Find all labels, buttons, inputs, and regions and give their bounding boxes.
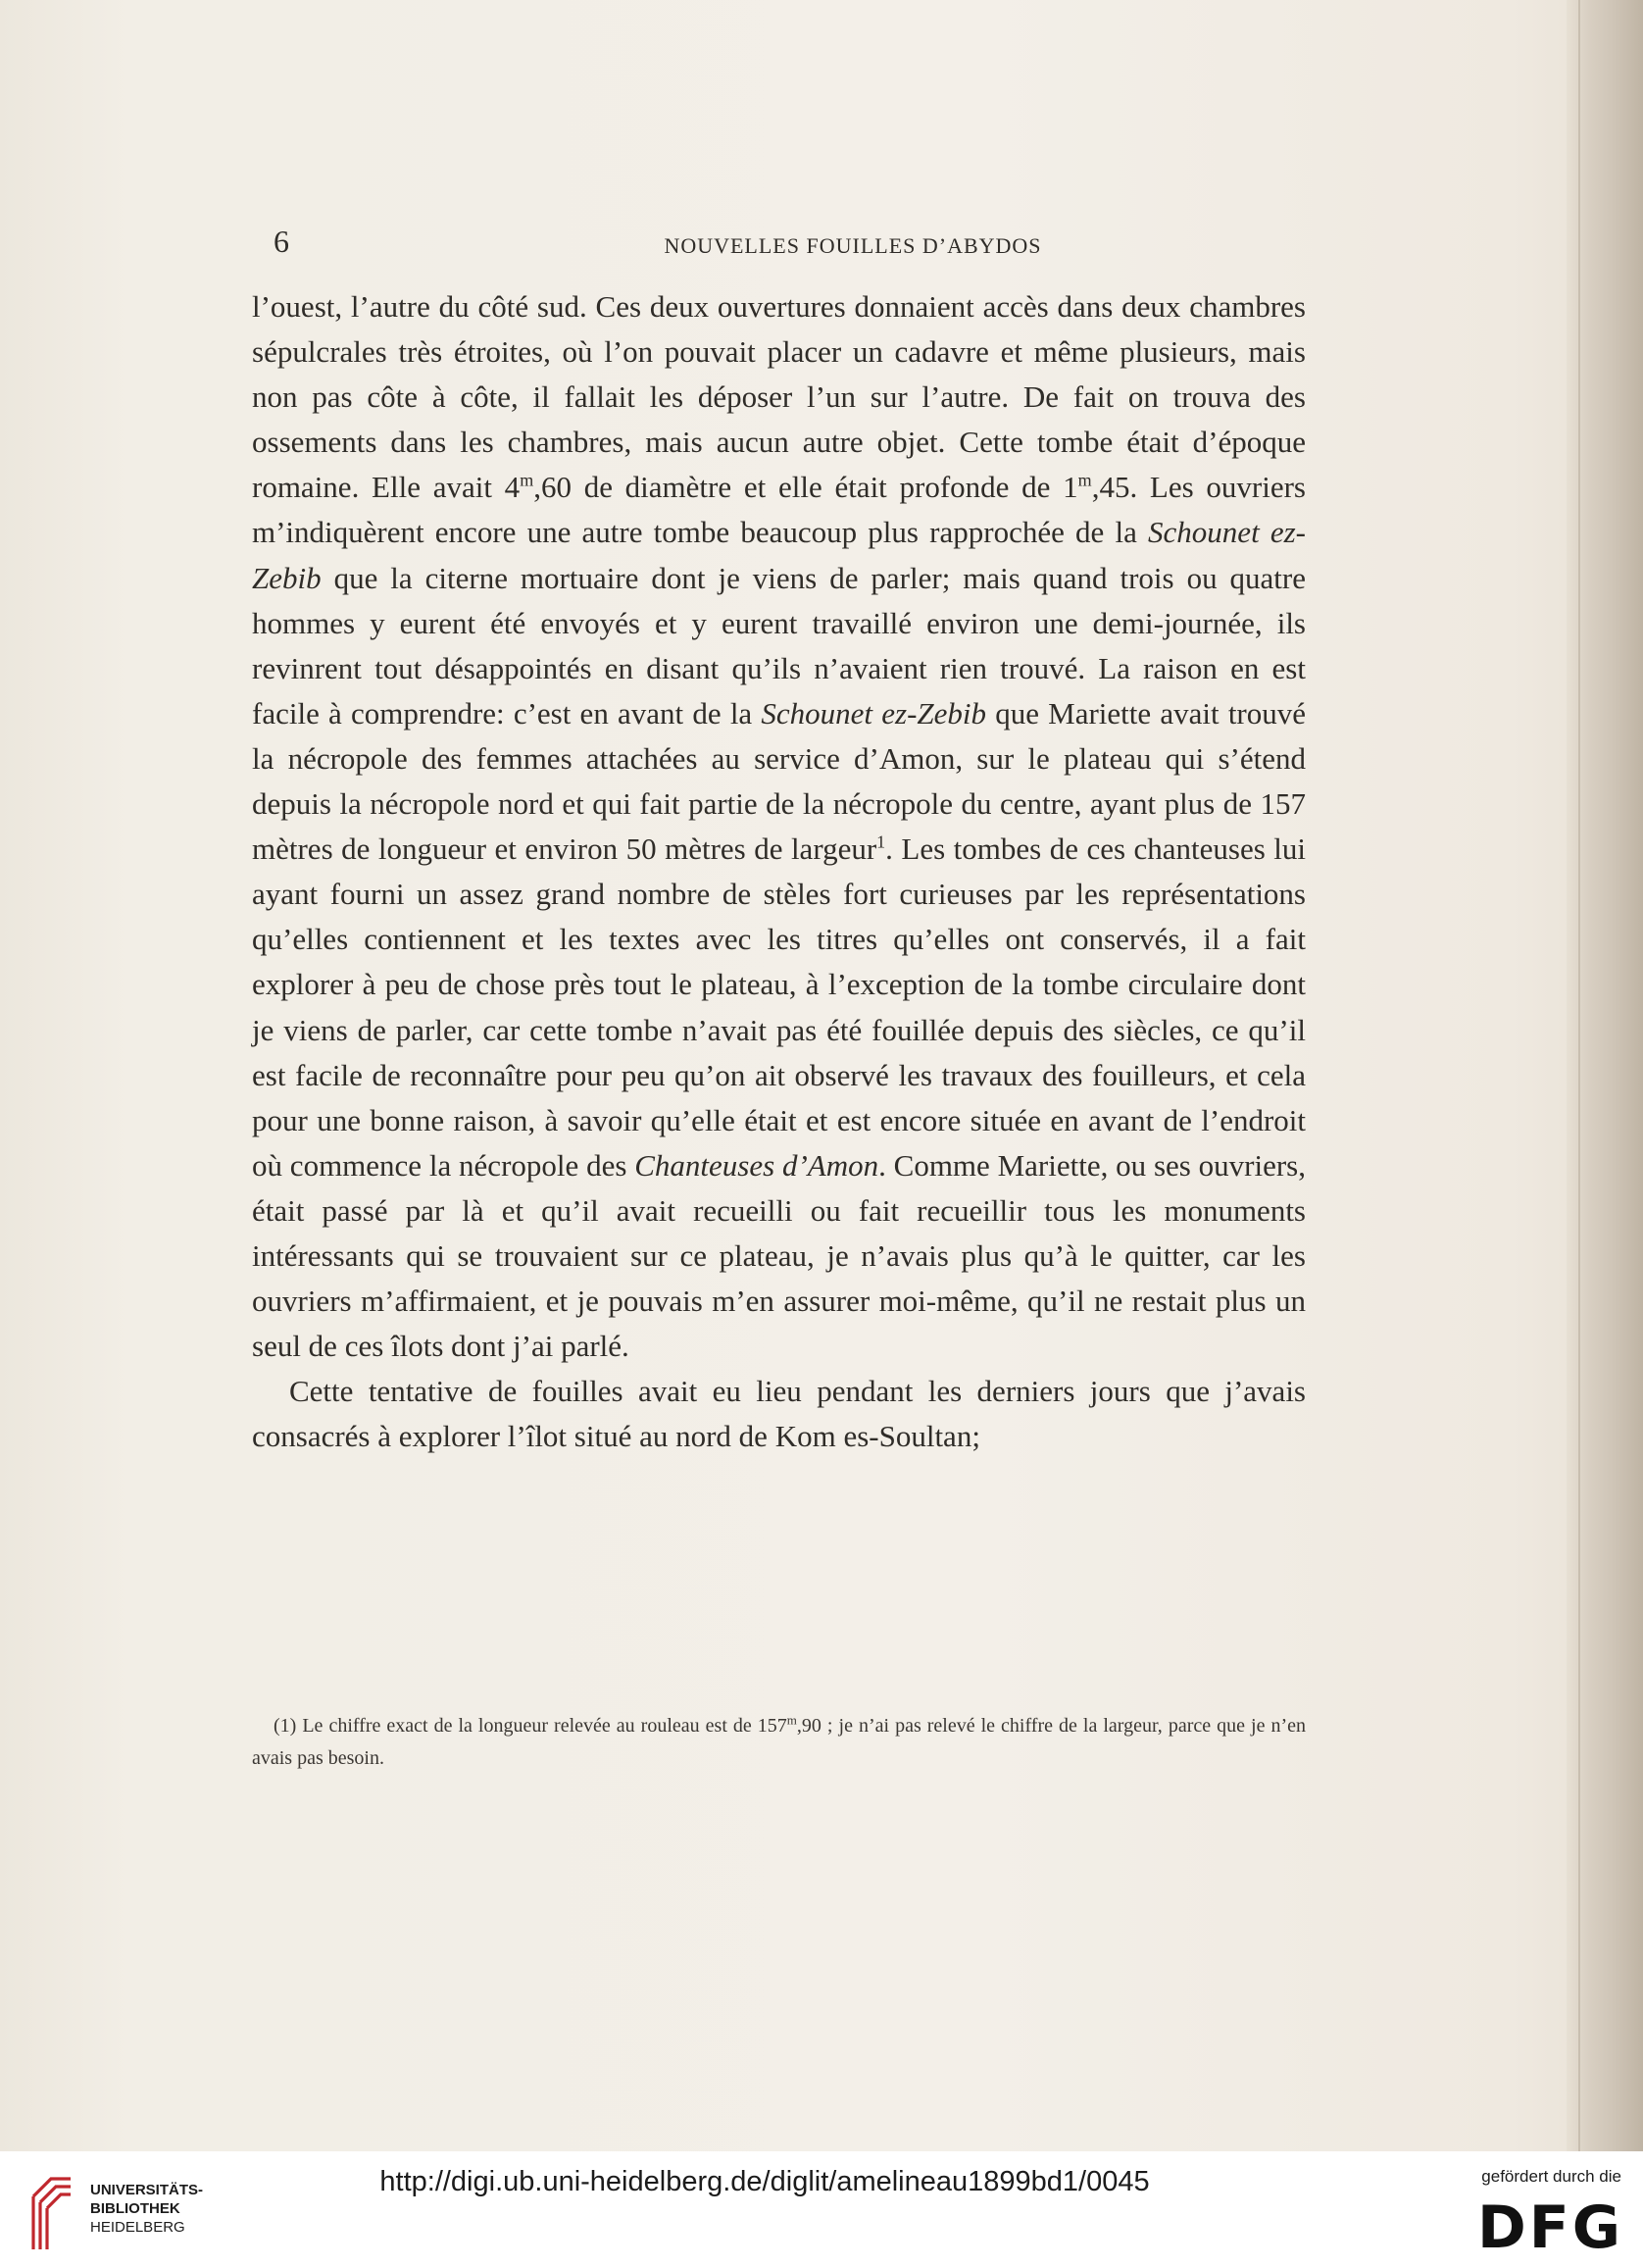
text-run: . Comme Mariette, ou ses ouvriers, était passé par là et qu’il avait recueilli ou fait recueillir tous les monuments intéressants qui se trouvaient sur ce plateau, je n’avais plus qu’à le quitter, car les ouvriers m’affirmaient, et je pouvais m’en assurer moi-même, qu’il ne restait plus un seul de ces îlots dont j’ai parlé. (252, 1147, 1306, 1364)
paragraph: Cette tentative de fouilles avait eu lieu pendant les derniers jours que j’avais consacrés à explorer l’îlot situé au nord de Kom es-Soultan; (252, 1374, 1306, 1454)
library-name-line: BIBLIOTHEK (90, 2200, 180, 2217)
running-head: NOUVELLES FOUILLES D’ABYDOS (664, 233, 1042, 258)
footnote-reference: 1 (876, 832, 886, 852)
page-edge (1567, 0, 1643, 2151)
library-name-line: UNIVERSITÄTS- (90, 2182, 204, 2198)
text-run: . Les tombes de ces chanteuses lui ayant fourni un assez grand nombre de stèles fort curieuses par les représentations qu’elles contiennent et les textes avec les titres qu’elles ont conservés, il a fait explorer à peu de chose près tout le plateau, à l’exception de la tombe circulaire dont je viens de parler, car cette tombe n’avait pas été fouillée depuis des siècles, ce qu’il est facile de reconnaître pour peu qu’on ait observé les travaux des fouilleurs, et cela pour une bonne raison, à savoir qu’elle était et est encore située en avant de l’endroit où commence la nécropole des (252, 832, 1307, 1183)
unit-superscript: m (786, 1712, 797, 1728)
library-name (90, 2181, 203, 2237)
sponsor-label: gefördert durch die (1481, 2167, 1621, 2186)
source-url-link[interactable]: http://digi.ub.uni-heidelberg.de/diglit/amelineau1899bd1/0045 (379, 2166, 1150, 2197)
unit-superscript: m (520, 471, 534, 491)
text-run: que Mariette avait trouvé la nécropole des femmes attachées au service d’Amon, sur le plateau qui s’étend depuis la nécropole nord et qui fait partie de la nécropole du centre, ayant plus de 157 mètres de longueur et environ 50 mètres de largeur (252, 695, 1307, 867)
main-text (252, 284, 1306, 1459)
footnote-text: ,90 ; je n’ai pas relevé le chiffre de la largeur, parce que je n’en avais pas besoin. (252, 1715, 1307, 1769)
text-run: l’ouest, l’autre du côté sud. Ces deux ouvertures donnaient accès dans deux chambres sépulcrales très étroites, où l’on pouvait placer un cadavre et même plusieurs, mais non pas côte à côte, il fallait les déposer l’un sur l’autre. De fait on trouva des ossements dans les chambres, mais aucun autre objet. Cette tombe était d’époque romaine. Elle avait 4 (252, 289, 1306, 505)
dfg-logo: DFG (1476, 2193, 1623, 2262)
text-run: ,60 de diamètre et elle était profonde de 1 (533, 470, 1078, 505)
library-logo-icon (27, 2169, 76, 2251)
footnote (252, 1710, 1306, 1775)
place-name: Schounet ez-Zebib (252, 515, 1307, 595)
paragraph (252, 284, 1306, 1369)
text-run: que la citerne mortuaire dont je viens de parler; mais quand trois ou quatre hommes y eurent été envoyés et y eurent travaillé environ une demi-journée, ils revinrent tout désappointés en disant qu’ils n’avaient rien trouvé. La raison en est facile à comprendre: c’est en avant de la (252, 560, 1306, 731)
place-name: Schounet ez-Zebib (761, 695, 986, 731)
text-run: ,45. Les ouvriers m’indiquèrent encore une autre tombe beaucoup plus rapprochée de la (252, 470, 1306, 550)
library-name-line: HEIDELBERG (90, 2219, 185, 2236)
place-name: Chanteuses d’Amon (634, 1147, 879, 1183)
page-number: 6 (274, 224, 289, 259)
footnote-text: (1) Le chiffre exact de la longueur relevée au rouleau est de 157 (274, 1715, 787, 1737)
unit-superscript: m (1077, 471, 1092, 491)
